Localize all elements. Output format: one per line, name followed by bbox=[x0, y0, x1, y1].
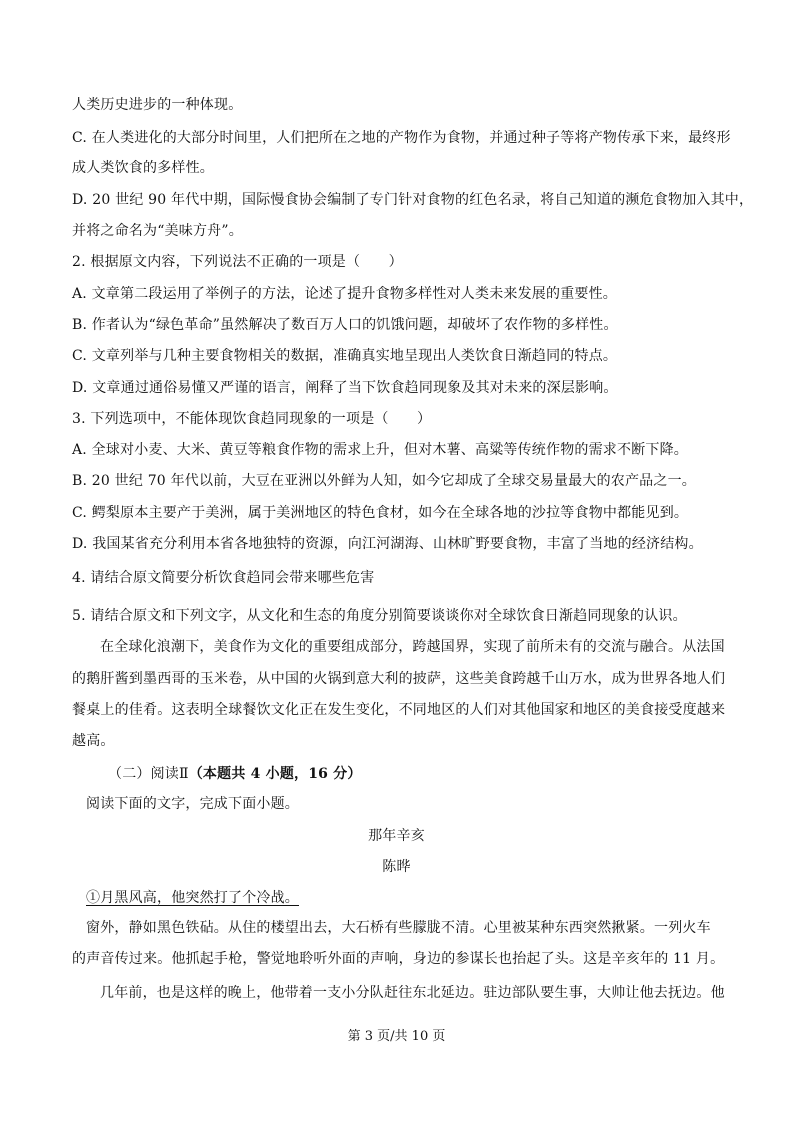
option-c-line: C. 鳄梨原本主要产于美洲，属于美洲地区的特色食材，如今在全球各地的沙拉等食物中都能见到。 bbox=[72, 505, 689, 521]
question-2: 2. 根据原文内容，下列说法不正确的一项是（ ） bbox=[72, 254, 403, 270]
option-b-line: B. 作者认为“绿色革命”虽然解决了数百万人口的饥饿问题，却破坏了农作物的多样性。 bbox=[72, 317, 618, 333]
option-c-line: C. 文章列举与几种主要食物相关的数据，准确真实地呈现出人类饮食日渐趋同的特点。 bbox=[72, 348, 618, 364]
text-line: 成人类饮食的多样性。 bbox=[72, 160, 214, 176]
option-d-line: D. 我国某省充分利用本省各地独特的资源，向江河湖海、山林旷野要食物，丰富了当地的经济结构。 bbox=[72, 536, 703, 552]
option-c-line: C. 在人类进化的大部分时间里，人们把所在之地的产物作为食物，并通过种子等将产物传承下来，最终形 bbox=[72, 130, 731, 146]
quoted-passage-line: 的鹅肝酱到墨西哥的玉米卷，从中国的火锅到意大利的披萨，这些美食跨越千山万水，成为世界各地人们 bbox=[72, 671, 726, 687]
underlined-sentence: ①月黑风高，他突然打了个冷战。 bbox=[86, 890, 299, 906]
text-line: 人类历史进步的一种体现。 bbox=[72, 97, 243, 113]
story-paragraph-1 bbox=[86, 888, 740, 908]
page-footer: 第 3 页/共 10 页 bbox=[347, 1029, 446, 1044]
option-a-line: A. 文章第二段运用了举例子的方法，论述了提升食物多样性对人类未来发展的重要性。 bbox=[72, 286, 618, 302]
story-paragraph-2-cont: 的声音传过来。他抓起手枪，警觉地聆听外面的声响，身边的参谋长也抬起了头。这是辛亥年的 11 月。 bbox=[72, 951, 725, 967]
section-name: 阅读Ⅱ bbox=[150, 766, 189, 782]
quoted-passage-line: 越高。 bbox=[72, 733, 115, 749]
quoted-passage-line: 在全球化浪潮下，美食作为文化的重要组成部分，跨越国界，实现了前所未有的交流与融合。从法国 bbox=[100, 639, 725, 655]
section-number: （二） bbox=[108, 766, 151, 782]
option-d-line: D. 文章通过通俗易懂又严谨的语言，阐释了当下饮食趋同现象及其对未来的深层影响。 bbox=[72, 380, 618, 396]
question-5: 5. 请结合原文和下列文字，从文化和生态的角度分别简要谈谈你对全球饮食日渐趋同现象的认识。 bbox=[72, 608, 687, 624]
text-line: 并将之命名为“美味方舟”。 bbox=[72, 223, 243, 239]
story-author: 陈晔 bbox=[382, 859, 411, 875]
question-4: 4. 请结合原文简要分析饮食趋同会带来哪些危害 bbox=[72, 570, 375, 586]
section-info: （本题共 4 小题，16 分） bbox=[188, 766, 362, 782]
story-paragraph-3: 几年前，也是这样的晚上，他带着一支小分队赶往东北延边。驻边部队要生事，大帅让他去抚边。他 bbox=[100, 985, 725, 1001]
quoted-passage-line: 餐桌上的佳肴。这表明全球餐饮文化正在发生变化，不同地区的人们对其他国家和地区的美食接受度越来 bbox=[72, 702, 726, 718]
option-b-line: B. 20 世纪 70 年代以前，大豆在亚洲以外鲜为人知，如今它却成了全球交易量最大的农产品之一。 bbox=[72, 473, 696, 489]
reading-instruction: 阅读下面的文字，完成下面小题。 bbox=[86, 796, 299, 812]
question-3: 3. 下列选项中，不能体现饮食趋同现象的一项是（ ） bbox=[72, 411, 432, 427]
option-a-line: A. 全球对小麦、大米、黄豆等粮食作物的需求上升，但对木薯、高粱等传统作物的需求不断下降。 bbox=[72, 442, 689, 458]
story-paragraph-2: 窗外，静如黑色铁砧。从住的楼望出去，大石桥有些朦胧不清。心里被某种东西突然揪紧。一列火车 bbox=[86, 920, 711, 936]
story-title: 那年辛亥 bbox=[368, 828, 425, 844]
option-d-line: D. 20 世纪 90 年代中期，国际慢食协会编制了专门针对食物的红色名录，将自己知道的濒危食物加入其中， bbox=[72, 192, 754, 208]
section-heading bbox=[108, 764, 762, 784]
